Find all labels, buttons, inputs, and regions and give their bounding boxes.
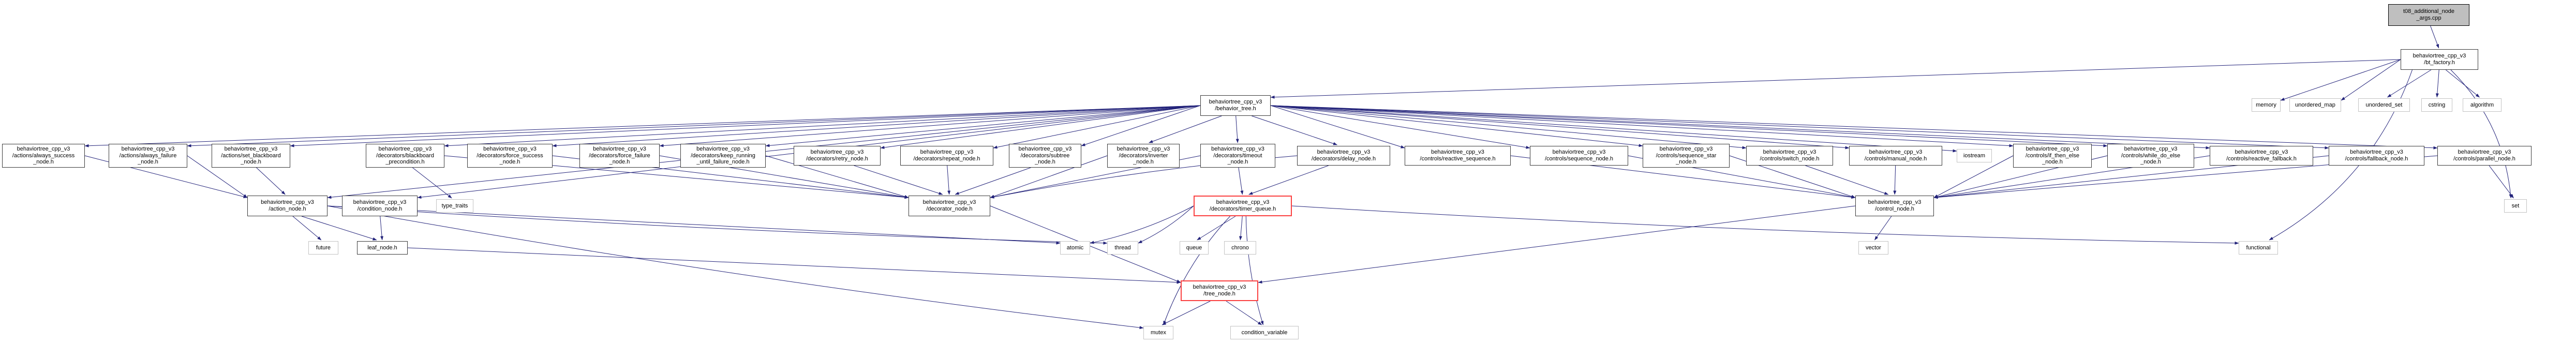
include-edge-behavior_tree-to-keep_running — [766, 106, 1200, 146]
include-edge-manual_node-to-control_node — [1895, 166, 1896, 195]
graph-node-condition_variable: condition_variable — [1230, 326, 1299, 339]
graph-node-thread: thread — [1107, 241, 1138, 255]
include-edge-timer_queue-to-functional — [1292, 206, 2239, 243]
graph-node-memory: memory — [2252, 98, 2281, 112]
include-edge-behavior_tree-to-while_do_else — [1271, 106, 2107, 146]
graph-node-retry[interactable]: behaviortree_cpp_v3 /decorators/retry_node.h — [794, 146, 881, 166]
graph-node-set_blackboard[interactable]: behaviortree_cpp_v3 /actions/set_blackboard _node.h — [212, 144, 290, 168]
graph-node-timer_queue[interactable]: behaviortree_cpp_v3 /decorators/timer_queue.h — [1194, 196, 1292, 216]
graph-node-inverter[interactable]: behaviortree_cpp_v3 /decorators/inverter _node.h — [1107, 144, 1180, 168]
graph-node-sequence_node[interactable]: behaviortree_cpp_v3 /controls/sequence_node.h — [1530, 146, 1628, 166]
include-edge-bt_factory-to-cstring — [2437, 70, 2439, 97]
graph-node-leaf_node[interactable]: leaf_node.h — [357, 241, 408, 255]
graph-node-delay[interactable]: behaviortree_cpp_v3 /decorators/delay_node.h — [1297, 146, 1390, 166]
graph-node-bt_factory[interactable]: behaviortree_cpp_v3 /bt_factory.h — [2401, 49, 2478, 70]
include-edge-timer_queue-to-mutex — [1164, 216, 1230, 325]
graph-node-always_success[interactable]: behaviortree_cpp_v3 /actions/always_success _node.h — [2, 144, 85, 168]
graph-node-type_traits: type_traits — [436, 199, 473, 213]
graph-node-set: set — [2504, 199, 2527, 213]
graph-node-repeat[interactable]: behaviortree_cpp_v3 /decorators/repeat_node.h — [900, 146, 993, 166]
include-edge-tree_node-to-mutex — [1162, 301, 1210, 325]
include-edge-retry-to-decorator_node — [854, 166, 943, 195]
graph-node-force_success[interactable]: behaviortree_cpp_v3 /decorators/force_success _node.h — [467, 144, 553, 168]
include-edge-bb_precondition-to-type_traits — [412, 168, 452, 198]
graph-node-control_node[interactable]: behaviortree_cpp_v3 /control_node.h — [1855, 196, 1934, 216]
include-edge-behavior_tree-to-if_then_else — [1271, 106, 2013, 146]
graph-node-unordered_map: unordered_map — [2289, 98, 2341, 112]
include-edge-bt_factory-to-set — [2451, 70, 2511, 198]
graph-node-parallel_node[interactable]: behaviortree_cpp_v3 /controls/parallel_node.h — [2437, 146, 2532, 166]
graph-node-atomic: atomic — [1060, 241, 1090, 255]
graph-node-cstring: cstring — [2421, 98, 2452, 112]
include-edge-bt_factory-to-memory — [2281, 59, 2401, 100]
include-edge-behavior_tree-to-sequence_star — [1271, 106, 1643, 146]
graph-node-reactive_sequence[interactable]: behaviortree_cpp_v3 /controls/reactive_sequence.h — [1405, 146, 1511, 166]
graph-node-t08: t08_additional_node _args.cpp — [2388, 4, 2469, 26]
graph-node-while_do_else[interactable]: behaviortree_cpp_v3 /controls/while_do_else _node.h — [2107, 144, 2194, 168]
include-edge-behavior_tree-to-inverter — [1149, 116, 1222, 143]
include-edge-bt_factory-to-algorithm — [2446, 70, 2479, 97]
include-edge-control_node-to-vector — [1874, 216, 1891, 240]
graph-node-timeout[interactable]: behaviortree_cpp_v3 /decorators/timeout _node.h — [1200, 144, 1275, 168]
include-edge-behavior_tree-to-manual_node — [1271, 106, 1849, 148]
include-edge-behavior_tree-to-iostream — [1271, 106, 1957, 151]
graph-node-vector: vector — [1858, 241, 1888, 255]
include-edge-timer_queue-to-thread — [1138, 206, 1194, 243]
include-edge-behavior_tree-to-bb_precondition — [444, 106, 1200, 146]
include-edge-delay-to-timer_queue — [1249, 166, 1329, 195]
include-edge-behavior_tree-to-switch_node — [1271, 106, 1746, 148]
include-edge-action_node-to-mutex — [327, 206, 1143, 328]
graph-node-future: future — [308, 241, 338, 255]
include-edge-subtree-to-decorator_node — [955, 168, 1031, 195]
include-edge-behavior_tree-to-reactive_fallback — [1271, 106, 2210, 148]
graph-node-always_failure[interactable]: behaviortree_cpp_v3 /actions/always_failure _node.h — [109, 144, 187, 168]
include-edge-bt_factory-to-unordered_map — [2341, 59, 2401, 100]
graph-node-manual_node[interactable]: behaviortree_cpp_v3 /controls/manual_node.h — [1849, 146, 1942, 166]
include-edge-timer_queue-to-atomic — [1090, 206, 1194, 243]
graph-node-functional: functional — [2239, 241, 2278, 255]
graph-node-subtree[interactable]: behaviortree_cpp_v3 /decorators/subtree _node.h — [1009, 144, 1081, 168]
include-edge-t08-to-bt_factory — [2431, 26, 2439, 48]
graph-node-queue: queue — [1180, 241, 1209, 255]
graph-node-force_failure[interactable]: behaviortree_cpp_v3 /decorators/force_failure _node.h — [579, 144, 660, 168]
include-edge-control_node-to-tree_node — [1258, 206, 1855, 282]
include-edge-bt_factory-to-behavior_tree — [1271, 59, 2401, 97]
include-edge-behavior_tree-to-timeout — [1236, 116, 1238, 143]
graph-node-sequence_star[interactable]: behaviortree_cpp_v3 /controls/sequence_star _node.h — [1643, 144, 1730, 168]
graph-node-chrono: chrono — [1224, 241, 1256, 255]
include-edge-behavior_tree-to-delay — [1252, 116, 1337, 145]
include-edge-behavior_tree-to-set_blackboard — [290, 106, 1200, 146]
include-edge-bt_factory-to-unordered_set — [2387, 70, 2431, 97]
graph-node-reactive_fallback[interactable]: behaviortree_cpp_v3 /controls/reactive_fallback.h — [2210, 146, 2313, 166]
include-edge-behavior_tree-to-parallel_node — [1271, 106, 2437, 148]
include-edge-timeout-to-timer_queue — [1239, 168, 1243, 195]
include-edge-parallel_node-to-set — [2489, 166, 2513, 198]
graph-node-decorator_node[interactable]: behaviortree_cpp_v3 /decorator_node.h — [909, 196, 990, 216]
graph-node-if_then_else[interactable]: behaviortree_cpp_v3 /controls/if_then_else _node.h — [2013, 144, 2092, 168]
graph-node-action_node[interactable]: behaviortree_cpp_v3 /action_node.h — [247, 196, 327, 216]
graph-node-condition_node[interactable]: behaviortree_cpp_v3 /condition_node.h — [342, 196, 418, 216]
include-edge-timer_queue-to-chrono — [1240, 216, 1242, 240]
include-edge-switch_node-to-control_node — [1805, 166, 1888, 195]
include-edge-action_node-to-leaf_node — [302, 216, 377, 240]
graph-node-mutex: mutex — [1143, 326, 1173, 339]
graph-node-keep_running[interactable]: behaviortree_cpp_v3 /decorators/keep_running _until_failure_node.h — [680, 144, 766, 168]
graph-node-algorithm: algorithm — [2463, 98, 2501, 112]
include-edge-behavior_tree-to-fallback_node — [1271, 106, 2329, 148]
include-edge-repeat-to-decorator_node — [947, 166, 949, 195]
graph-node-bb_precondition[interactable]: behaviortree_cpp_v3 /decorators/blackboard _precondition.h — [366, 144, 444, 168]
graph-node-iostream: iostream — [1957, 149, 1992, 162]
include-edge-action_node-to-future — [293, 216, 321, 240]
graph-node-tree_node[interactable]: behaviortree_cpp_v3 /tree_node.h — [1181, 280, 1258, 301]
include-edge-condition_node-to-leaf_node — [380, 216, 382, 240]
graph-node-unordered_set: unordered_set — [2358, 98, 2410, 112]
include-edge-timer_queue-to-queue — [1197, 216, 1235, 240]
include-edge-tree_node-to-condition_variable — [1226, 301, 1262, 325]
graph-node-behavior_tree[interactable]: behaviortree_cpp_v3 /behavior_tree.h — [1200, 95, 1271, 116]
include-edge-set_blackboard-to-action_node — [257, 168, 286, 195]
graph-node-fallback_node[interactable]: behaviortree_cpp_v3 /controls/fallback_node.h — [2329, 146, 2424, 166]
include-edge-timer_queue-to-condition_variable — [1246, 216, 1263, 325]
graph-node-switch_node[interactable]: behaviortree_cpp_v3 /controls/switch_node.h — [1746, 146, 1833, 166]
